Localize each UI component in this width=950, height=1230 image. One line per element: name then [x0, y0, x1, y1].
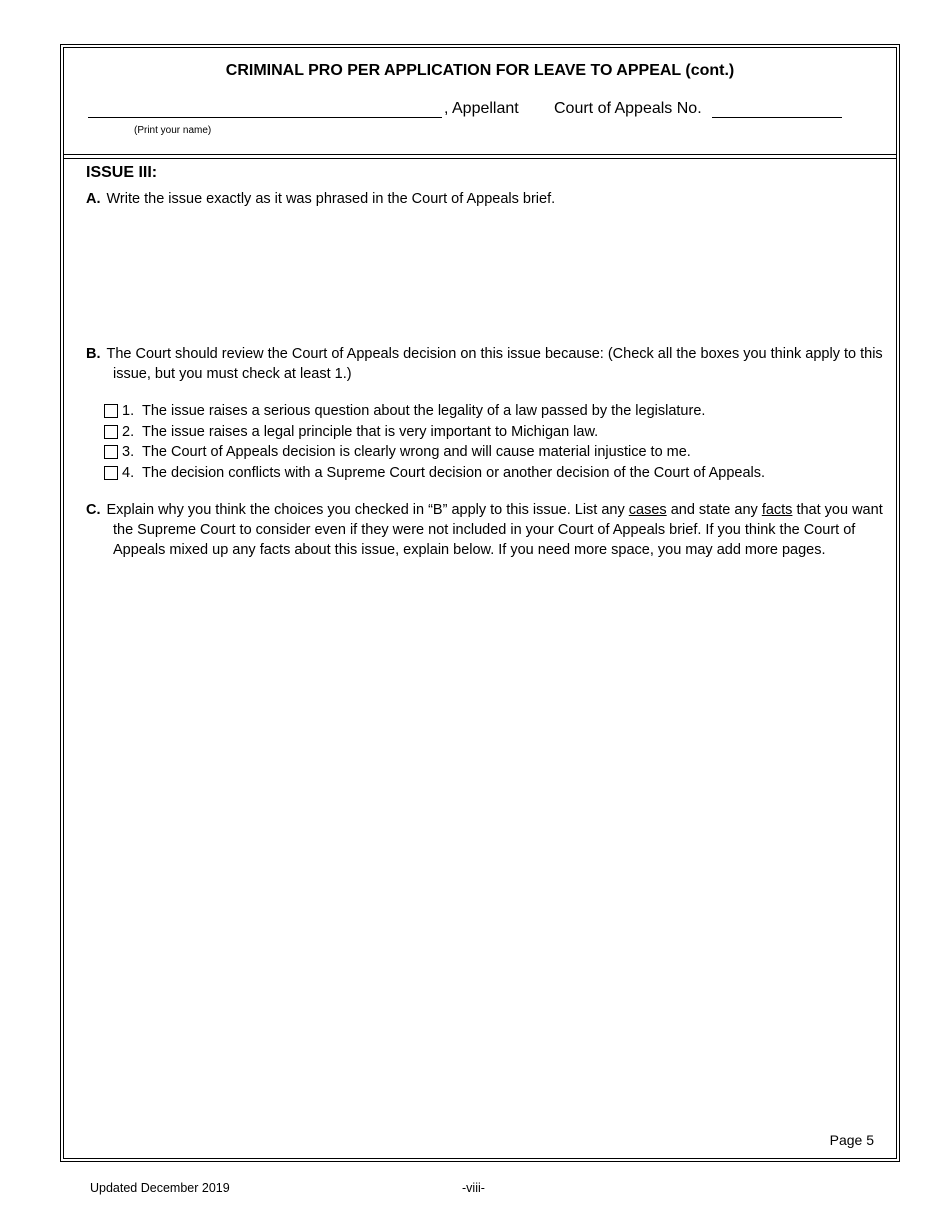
coa-number-label: Court of Appeals No.: [554, 100, 702, 117]
checkbox[interactable]: [104, 404, 118, 418]
section-a-text: Write the issue exactly as it was phrased in the Court of Appeals brief.: [106, 191, 556, 207]
checkbox[interactable]: [104, 466, 118, 480]
page-number: Page 5: [829, 1132, 874, 1148]
coa-number-field[interactable]: [712, 117, 842, 118]
appellant-label: , Appellant: [444, 100, 519, 117]
section-c: C. Explain why you think the choices you checked in “B” apply to this issue. List any cases and state any facts that you want the Supreme Court to consider even if they were not included in your Court of Appeals brief. If you think the Court of Appeals mixed up any facts about this issue, explain below. If you need more space, you may add more pages.: [86, 502, 883, 558]
facts-term: facts: [761, 502, 793, 518]
footer-updated: Updated December 2019: [90, 1181, 230, 1195]
section-c-label: C.: [86, 502, 101, 518]
reason-option-4[interactable]: 4. The decision conflicts with a Supreme Court decision or another decision of the Court of Appeals.: [104, 463, 765, 484]
reason-option-3[interactable]: 3. The Court of Appeals decision is clearly wrong and will cause material injustice to me.: [104, 442, 765, 463]
reason-option-1[interactable]: 1. The issue raises a serious question about the legality of a law passed by the legislature.: [104, 401, 765, 422]
section-b-label: B.: [86, 346, 101, 362]
cases-term: cases: [628, 502, 667, 518]
checkbox[interactable]: [104, 445, 118, 459]
section-a-label: A.: [86, 191, 101, 207]
section-b-text: The Court should review the Court of Appeals decision on this issue because: (Check all the boxes you think apply to this issue, but you must check at least 1.): [106, 346, 883, 382]
reason-option-2[interactable]: 2. The issue raises a legal principle that is very important to Michigan law.: [104, 422, 765, 443]
footer-page-roman: -viii-: [462, 1181, 485, 1195]
section-a: [86, 189, 876, 209]
issue-heading: ISSUE III:: [86, 164, 158, 181]
checkbox[interactable]: [104, 425, 118, 439]
form-title: CRIMINAL PRO PER APPLICATION FOR LEAVE TO APPEAL (cont.): [225, 62, 735, 79]
print-name-note: (Print your name): [134, 125, 212, 136]
appellant-name-field[interactable]: [88, 117, 442, 118]
form-frame: [60, 44, 900, 1162]
header-separator: [64, 154, 896, 159]
reason-checklist: [104, 401, 765, 483]
section-b: [86, 344, 897, 384]
